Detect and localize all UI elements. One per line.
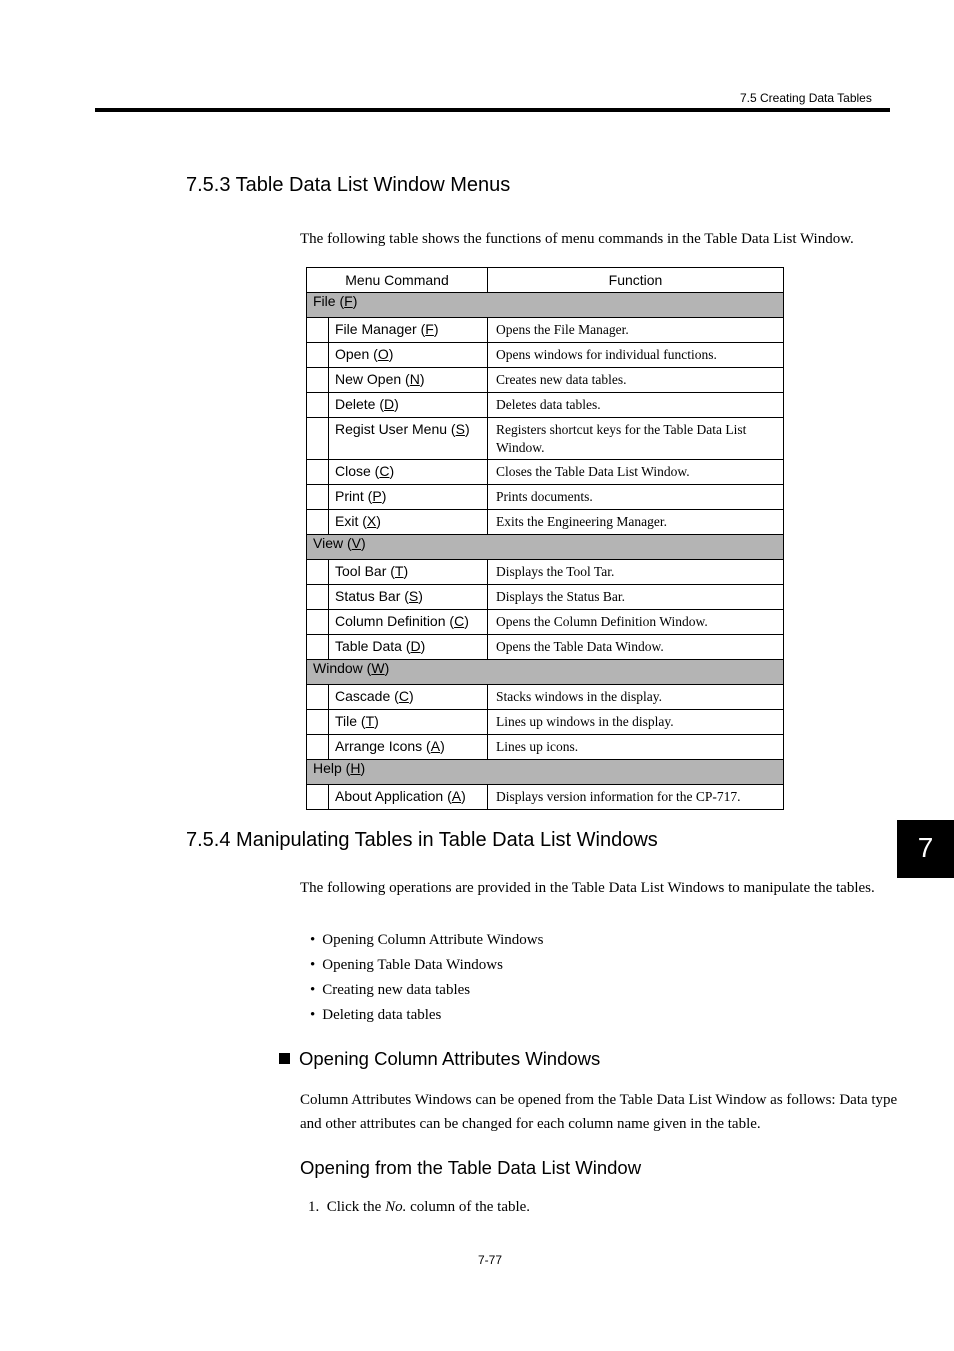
table-row bbox=[307, 368, 784, 393]
label-pre: View ( bbox=[313, 535, 352, 551]
mnemonic-key: C bbox=[454, 613, 465, 629]
function-cell: Exits the Engineering Manager. bbox=[488, 510, 784, 535]
label-pre: Close ( bbox=[335, 463, 380, 479]
menu-command-cell bbox=[329, 610, 488, 635]
function-cell: Opens the Table Data Window. bbox=[488, 635, 784, 660]
function-cell: Stacks windows in the display. bbox=[488, 685, 784, 710]
function-cell: Opens the Column Definition Window. bbox=[488, 610, 784, 635]
mnemonic-key: N bbox=[409, 371, 420, 387]
label-post: ) bbox=[352, 293, 358, 309]
list-item: • Opening Column Attribute Windows bbox=[310, 928, 543, 953]
menu-command-cell bbox=[329, 485, 488, 510]
menu-command-cell bbox=[329, 343, 488, 368]
label-post: ) bbox=[361, 535, 366, 551]
label-post: ) bbox=[418, 588, 423, 604]
menu-command-cell bbox=[329, 635, 488, 660]
menu-group-label bbox=[307, 760, 784, 785]
mnemonic-key: C bbox=[379, 463, 390, 479]
step-text-pre: Click the bbox=[326, 1199, 386, 1215]
label-post: ) bbox=[419, 371, 425, 387]
subheading-column-attributes bbox=[279, 1048, 600, 1070]
mnemonic-key: F bbox=[344, 293, 353, 309]
mnemonic-key: S bbox=[408, 588, 419, 604]
mnemonic-key: P bbox=[372, 488, 382, 504]
list-item: • Creating new data tables bbox=[310, 978, 543, 1003]
function-cell: Registers shortcut keys for the Table Data List Window. bbox=[488, 418, 784, 460]
mnemonic-key: H bbox=[350, 760, 361, 776]
table-row bbox=[307, 460, 784, 485]
label-post: ) bbox=[440, 738, 445, 754]
menu-group-label bbox=[307, 535, 784, 560]
col-header-command: Menu Command bbox=[307, 268, 488, 293]
running-header: 7.5 Creating Data Tables bbox=[740, 91, 872, 105]
menu-command-cell bbox=[329, 510, 488, 535]
function-cell: Closes the Table Data List Window. bbox=[488, 460, 784, 485]
label-post: ) bbox=[389, 463, 395, 479]
function-cell: Lines up icons. bbox=[488, 735, 784, 760]
table-row bbox=[307, 393, 784, 418]
mnemonic-key: C bbox=[398, 688, 409, 704]
label-pre: Regist User Menu ( bbox=[335, 421, 456, 437]
list-item: • Deleting data tables bbox=[310, 1003, 543, 1028]
menu-group-row bbox=[307, 293, 784, 318]
label-pre: Print ( bbox=[335, 488, 373, 504]
label-pre: Open ( bbox=[335, 346, 378, 362]
label-post: ) bbox=[464, 421, 470, 437]
subheading-opening-from-list: Opening from the Table Data List Window bbox=[300, 1157, 642, 1178]
menu-group-row bbox=[307, 760, 784, 785]
indent-cell bbox=[307, 460, 329, 485]
chapter-tab: 7 bbox=[897, 820, 954, 878]
label-pre: Window ( bbox=[313, 660, 372, 676]
label-pre: Table Data ( bbox=[335, 638, 411, 654]
step-1 bbox=[308, 1195, 530, 1219]
table-row bbox=[307, 685, 784, 710]
menu-command-cell bbox=[329, 785, 488, 810]
indent-cell bbox=[307, 635, 329, 660]
table-row bbox=[307, 560, 784, 585]
indent-cell bbox=[307, 393, 329, 418]
menu-command-table bbox=[306, 267, 784, 810]
function-cell: Opens windows for individual functions. bbox=[488, 343, 784, 368]
menu-group-row bbox=[307, 535, 784, 560]
section-title-7-5-4: 7.5.4 Manipulating Tables in Table Data List Windows bbox=[186, 829, 658, 851]
table-row bbox=[307, 635, 784, 660]
label-pre: Arrange Icons ( bbox=[335, 738, 431, 754]
indent-cell bbox=[307, 710, 329, 735]
label-pre: Help ( bbox=[313, 760, 351, 776]
table-row bbox=[307, 610, 784, 635]
label-pre: Column Definition ( bbox=[335, 613, 455, 629]
square-bullet-icon bbox=[279, 1053, 290, 1064]
table-row bbox=[307, 318, 784, 343]
menu-group-label bbox=[307, 660, 784, 685]
label-post: ) bbox=[381, 488, 387, 504]
indent-cell bbox=[307, 485, 329, 510]
function-cell: Displays the Status Bar. bbox=[488, 585, 784, 610]
mnemonic-key: O bbox=[377, 346, 389, 362]
table-row bbox=[307, 585, 784, 610]
step-number: 1. bbox=[308, 1199, 320, 1215]
mnemonic-key: V bbox=[351, 535, 361, 551]
menu-command-cell bbox=[329, 735, 488, 760]
table-row bbox=[307, 735, 784, 760]
table-row bbox=[307, 710, 784, 735]
step-text-post: column of the table. bbox=[406, 1199, 531, 1215]
label-pre: Tile ( bbox=[335, 713, 366, 729]
label-post: ) bbox=[388, 346, 394, 362]
col-header-function: Function bbox=[488, 268, 784, 293]
menu-group-label bbox=[307, 293, 784, 318]
indent-cell bbox=[307, 560, 329, 585]
label-pre: Delete ( bbox=[335, 396, 385, 412]
table-body bbox=[307, 293, 784, 810]
indent-cell bbox=[307, 610, 329, 635]
label-pre: Tool Bar ( bbox=[335, 563, 395, 579]
menu-command-cell bbox=[329, 318, 488, 343]
indent-cell bbox=[307, 510, 329, 535]
label-post: ) bbox=[433, 321, 439, 337]
menu-command-cell bbox=[329, 560, 488, 585]
function-cell: Deletes data tables. bbox=[488, 393, 784, 418]
function-cell: Prints documents. bbox=[488, 485, 784, 510]
label-post: ) bbox=[461, 788, 466, 804]
table-row bbox=[307, 418, 784, 460]
function-cell: Displays version information for the CP-717. bbox=[488, 785, 784, 810]
menu-command-cell bbox=[329, 460, 488, 485]
mnemonic-key: T bbox=[394, 563, 404, 579]
indent-cell bbox=[307, 318, 329, 343]
section-intro-7-5-3: The following table shows the functions of menu commands in the Table Data List Window. bbox=[300, 231, 854, 247]
mnemonic-key: D bbox=[384, 396, 395, 412]
table-row bbox=[307, 485, 784, 510]
function-cell: Opens the File Manager. bbox=[488, 318, 784, 343]
mnemonic-key: W bbox=[371, 660, 385, 676]
function-cell: Creates new data tables. bbox=[488, 368, 784, 393]
table-header-row bbox=[307, 268, 784, 293]
label-pre: File ( bbox=[313, 293, 345, 309]
menu-command-cell bbox=[329, 710, 488, 735]
menu-command-cell bbox=[329, 418, 488, 460]
menu-group-row bbox=[307, 660, 784, 685]
function-cell: Displays the Tool Tar. bbox=[488, 560, 784, 585]
mnemonic-key: F bbox=[425, 321, 434, 337]
mnemonic-key: D bbox=[410, 638, 421, 654]
label-post: ) bbox=[394, 396, 399, 412]
subheading-text: Opening Column Attributes Windows bbox=[299, 1048, 601, 1069]
mnemonic-key: T bbox=[365, 713, 375, 729]
table-row bbox=[307, 343, 784, 368]
indent-cell bbox=[307, 785, 329, 810]
table-row bbox=[307, 510, 784, 535]
mnemonic-key: X bbox=[366, 513, 377, 529]
menu-command-cell bbox=[329, 585, 488, 610]
label-post: ) bbox=[403, 563, 409, 579]
menu-command-cell bbox=[329, 393, 488, 418]
indent-cell bbox=[307, 585, 329, 610]
indent-cell bbox=[307, 418, 329, 460]
table-row bbox=[307, 785, 784, 810]
label-post: ) bbox=[374, 713, 379, 729]
indent-cell bbox=[307, 368, 329, 393]
label-post: ) bbox=[408, 688, 414, 704]
label-post: ) bbox=[420, 638, 426, 654]
indent-cell bbox=[307, 685, 329, 710]
label-post: ) bbox=[464, 613, 469, 629]
section-title-7-5-3: 7.5.3 Table Data List Window Menus bbox=[186, 174, 511, 196]
label-post: ) bbox=[376, 513, 381, 529]
mnemonic-key: A bbox=[451, 788, 462, 804]
label-pre: Cascade ( bbox=[335, 688, 399, 704]
label-pre: New Open ( bbox=[335, 371, 410, 387]
mnemonic-key: S bbox=[455, 421, 465, 437]
indent-cell bbox=[307, 735, 329, 760]
indent-cell bbox=[307, 343, 329, 368]
label-post: ) bbox=[360, 760, 366, 776]
step-text-em: No. bbox=[385, 1199, 407, 1215]
label-pre: Exit ( bbox=[335, 513, 367, 529]
column-attributes-text: Column Attributes Windows can be opened from the Table Data List Window as follows: Data type and other attributes can be changed for each column name given in the table. bbox=[300, 1092, 898, 1132]
page-number: 7-77 bbox=[478, 1253, 503, 1267]
label-post: ) bbox=[384, 660, 390, 676]
function-cell: Lines up windows in the display. bbox=[488, 710, 784, 735]
header-rule bbox=[95, 108, 890, 112]
list-item: • Opening Table Data Windows bbox=[310, 953, 543, 978]
label-pre: Status Bar ( bbox=[335, 588, 409, 604]
menu-command-cell bbox=[329, 368, 488, 393]
mnemonic-key: A bbox=[430, 738, 441, 754]
operations-list bbox=[310, 928, 543, 1028]
section-intro-7-5-4: The following operations are provided in the Table Data List Windows to manipulate the tables. bbox=[300, 880, 875, 896]
label-pre: File Manager ( bbox=[335, 321, 426, 337]
label-pre: About Application ( bbox=[335, 788, 452, 804]
menu-command-cell bbox=[329, 685, 488, 710]
